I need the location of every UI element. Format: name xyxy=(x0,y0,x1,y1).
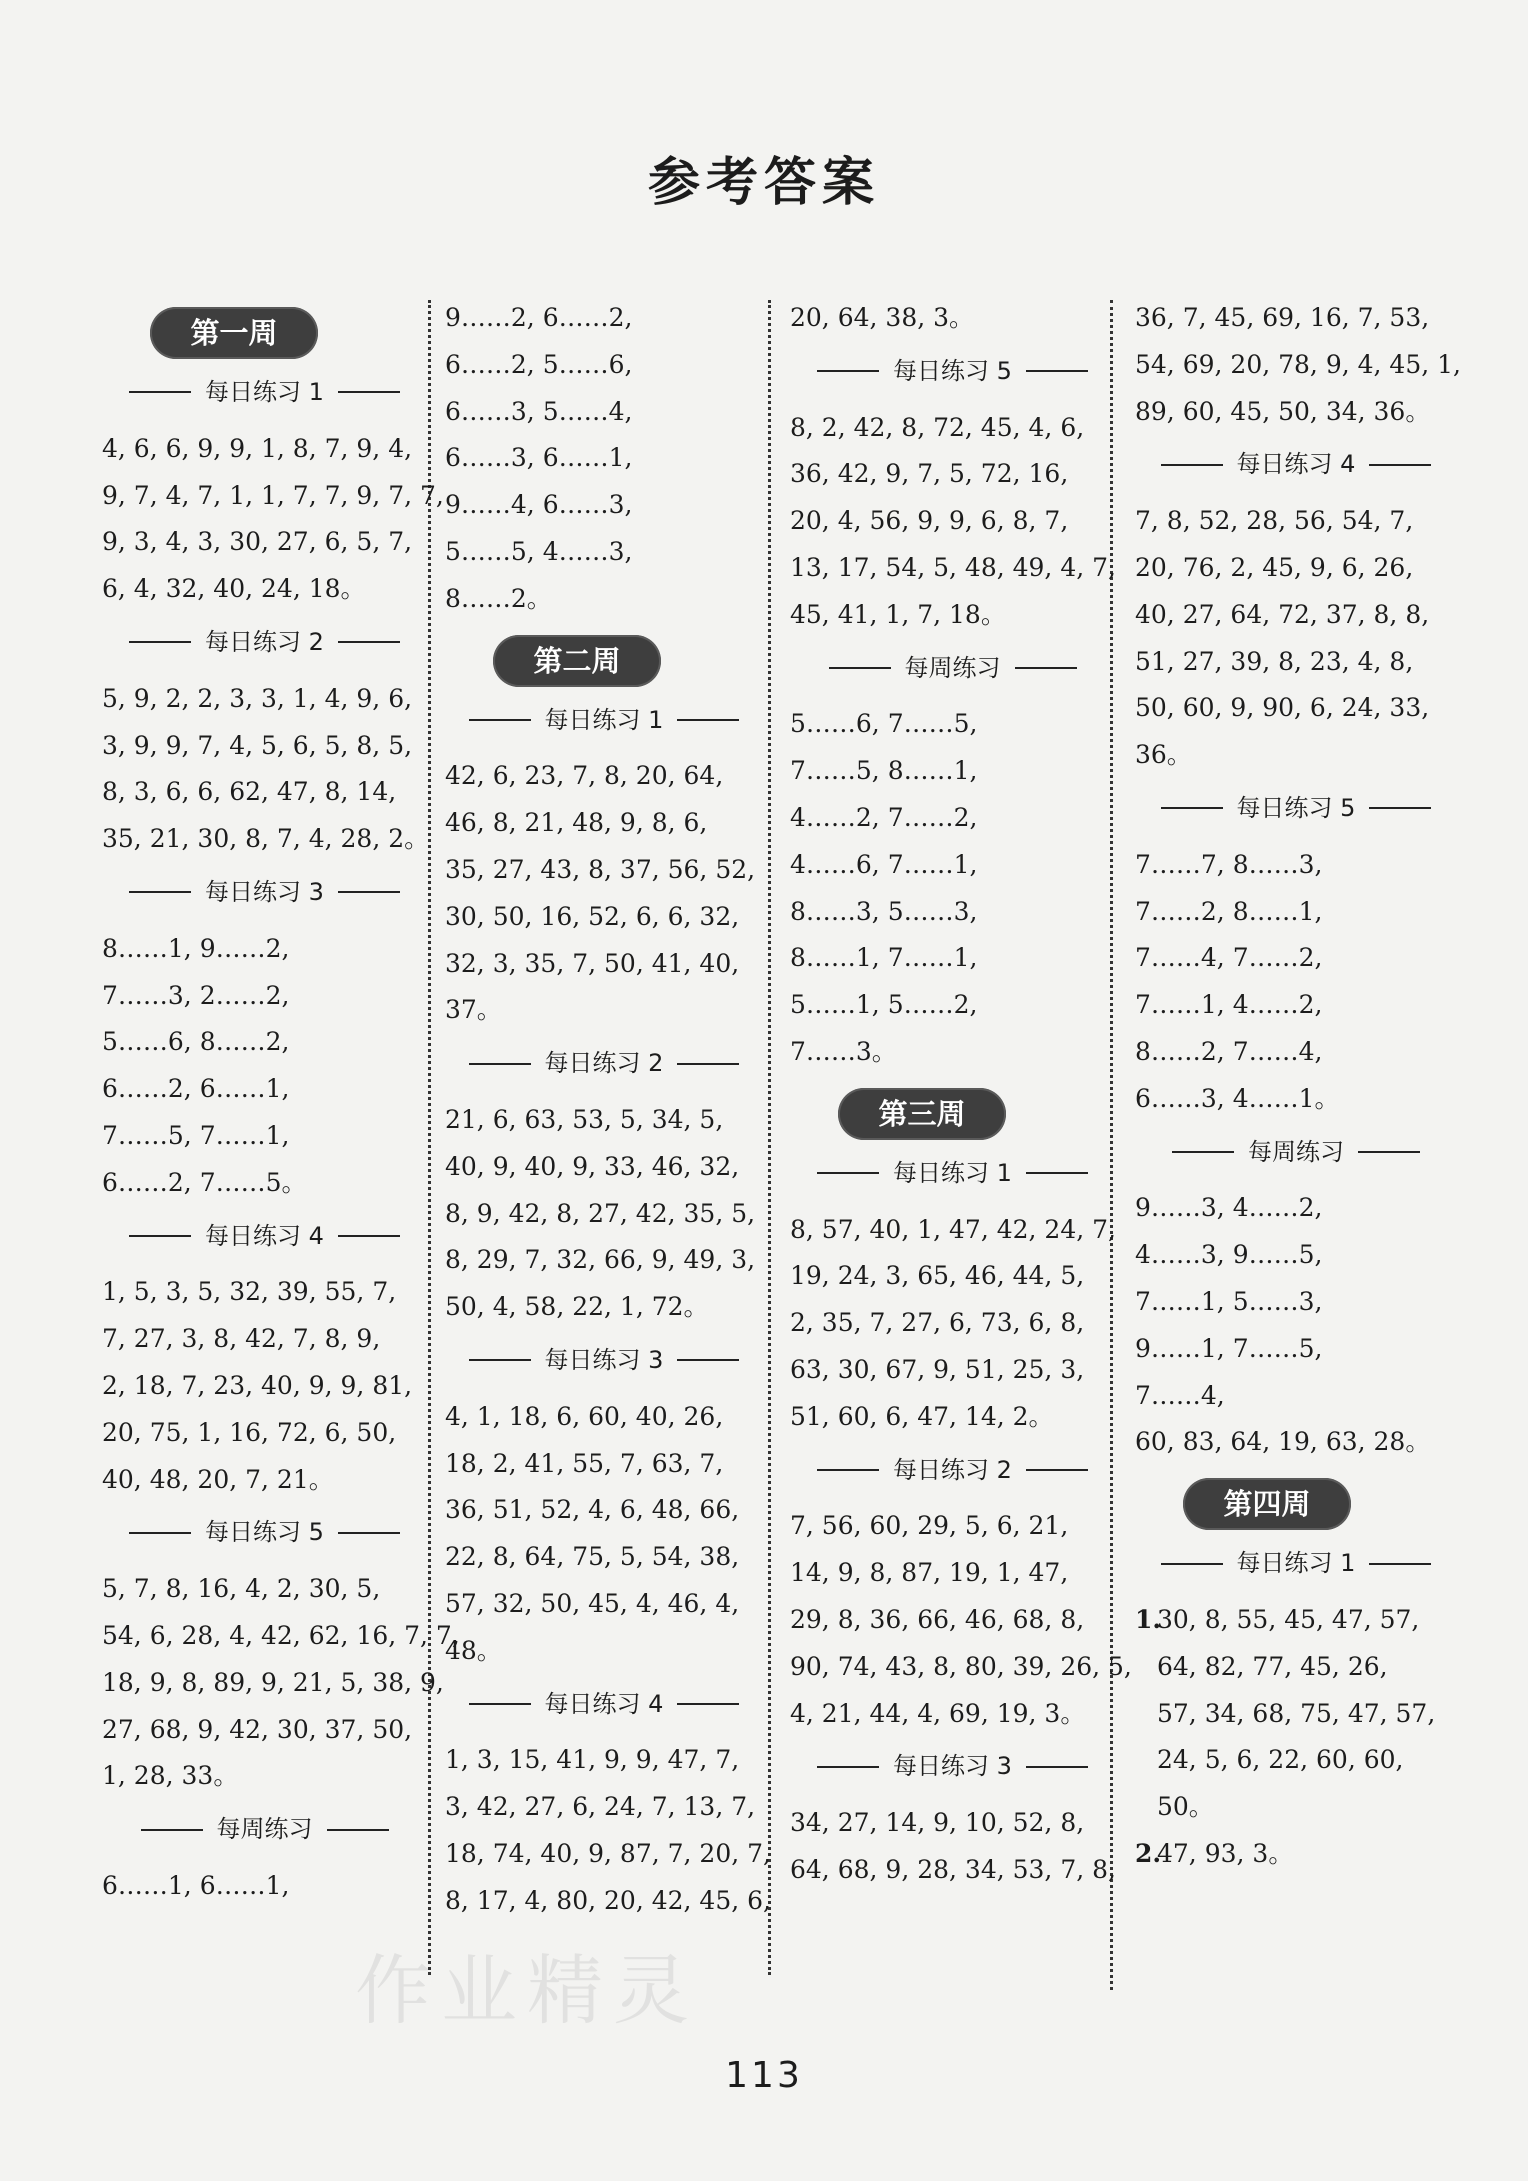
answer-block xyxy=(445,1097,763,1331)
question-2 xyxy=(1135,1831,1457,1878)
answer-line: 50, 60, 9, 90, 6, 24, 33, xyxy=(1135,693,1430,723)
section-header: 每日练习 5 xyxy=(790,348,1115,395)
answer-line: 19, 24, 3, 65, 46, 44, 5, xyxy=(790,1261,1085,1291)
answer-line: 8, 3, 6, 6, 62, 47, 8, 14, xyxy=(102,777,397,807)
answer-line: 21, 6, 63, 53, 5, 34, 5, xyxy=(445,1104,724,1134)
answer-line: 2, 18, 7, 23, 40, 9, 9, 81, xyxy=(102,1370,413,1400)
answer-block xyxy=(790,1503,1132,1737)
answer-line: 7……1, 4……2, xyxy=(1135,990,1323,1020)
answer-line: 7……3, 2……2, xyxy=(102,980,290,1010)
answer-line: 8, 2, 42, 8, 72, 45, 4, 6, xyxy=(790,412,1085,442)
answer-line: 5……6, 8……2, xyxy=(102,1027,290,1057)
answer-line: 1, 28, 33。 xyxy=(102,1761,239,1791)
answer-block xyxy=(1135,498,1457,779)
page-number: 113 xyxy=(725,2055,803,2096)
answer-line: 6……2, 5……6, xyxy=(445,349,633,379)
answer-line: 8……3, 5……3, xyxy=(790,896,978,926)
answer-line: 5, 9, 2, 2, 3, 3, 1, 4, 9, 6, xyxy=(102,683,413,713)
answer-line: 7, 27, 3, 8, 42, 7, 8, 9, xyxy=(102,1324,381,1354)
answer-line: 50, 4, 58, 22, 1, 72。 xyxy=(445,1292,709,1322)
answer-line: 4, 1, 18, 6, 60, 40, 26, xyxy=(445,1401,724,1431)
section-header: 每日练习 1 xyxy=(790,1150,1115,1197)
answer-block xyxy=(102,1269,427,1503)
section-header: 每周练习 xyxy=(790,645,1115,692)
section-header: 每日练习 2 xyxy=(445,1040,763,1087)
question-1 xyxy=(1135,1597,1457,1831)
answer-line: 8, 9, 42, 8, 27, 42, 35, 5, xyxy=(445,1198,756,1228)
answer-line: 47, 93, 3。 xyxy=(1157,1838,1294,1868)
answer-line: 37。 xyxy=(445,995,502,1025)
column-divider xyxy=(428,300,431,1975)
answer-line: 54, 6, 28, 4, 42, 62, 16, 7, 7, xyxy=(102,1620,460,1650)
section-header: 每周练习 xyxy=(102,1806,427,1853)
answer-line: 6……3, 5……4, xyxy=(445,396,633,426)
answer-line: 36, 7, 45, 69, 16, 7, 53, xyxy=(1135,303,1430,332)
answer-line: 4……2, 7……2, xyxy=(790,802,978,832)
answer-line: 8, 57, 40, 1, 47, 42, 24, 7, xyxy=(790,1214,1116,1244)
answer-line: 5……6, 7……5, xyxy=(790,709,978,739)
week-badge-3: 第三周 xyxy=(838,1088,1006,1140)
section-header: 每日练习 3 xyxy=(445,1337,763,1384)
answer-block xyxy=(1135,295,1461,435)
answer-block xyxy=(1135,1185,1457,1466)
answer-line: 63, 30, 67, 9, 51, 25, 3, xyxy=(790,1354,1085,1384)
answer-line: 20, 4, 56, 9, 9, 6, 8, 7, xyxy=(790,506,1069,536)
section-header: 每日练习 3 xyxy=(102,869,427,916)
answer-line: 48。 xyxy=(445,1635,502,1665)
question-number: 1. xyxy=(1135,1604,1162,1634)
section-header: 每日练习 5 xyxy=(1135,785,1457,832)
answer-line: 35, 21, 30, 8, 7, 4, 28, 2。 xyxy=(102,824,430,854)
answer-line: 9, 7, 4, 7, 1, 1, 7, 7, 9, 7, 7, xyxy=(102,480,444,510)
answer-block xyxy=(445,1737,771,1924)
answer-block xyxy=(102,676,430,863)
page-title: 参考答案 xyxy=(647,153,880,213)
answer-line: 29, 8, 36, 66, 46, 68, 8, xyxy=(790,1604,1085,1634)
answer-line: 30, 50, 16, 52, 6, 6, 32, xyxy=(445,901,740,931)
section-header: 每日练习 4 xyxy=(445,1681,763,1728)
answer-line: 27, 68, 9, 42, 30, 37, 50, xyxy=(102,1714,413,1744)
answer-line: 8, 29, 7, 32, 66, 9, 49, 3, xyxy=(445,1245,756,1275)
week-badge-2: 第二周 xyxy=(493,635,661,687)
answer-line: 20, 75, 1, 16, 72, 6, 50, xyxy=(102,1417,397,1447)
answer-column-4 xyxy=(1135,295,1461,1878)
section-header: 每日练习 4 xyxy=(102,1213,427,1260)
answer-line: 4, 21, 44, 4, 69, 19, 3。 xyxy=(790,1698,1086,1728)
section-header: 每日练习 4 xyxy=(1135,441,1457,488)
answer-line: 24, 5, 6, 22, 60, 60, xyxy=(1157,1745,1404,1775)
answer-line: 6……1, 6……1, xyxy=(102,1870,290,1900)
answer-line: 7……5, 7……1, xyxy=(102,1120,290,1150)
watermark: 作业精灵 xyxy=(355,1946,699,2035)
answer-block xyxy=(445,295,763,623)
answer-line: 4……3, 9……5, xyxy=(1135,1240,1323,1270)
answer-line: 1, 3, 15, 41, 9, 9, 47, 7, xyxy=(445,1745,740,1775)
answer-line: 6……2, 7……5。 xyxy=(102,1167,307,1197)
answer-line: 1, 5, 3, 5, 32, 39, 55, 7, xyxy=(102,1277,397,1307)
answer-column-1 xyxy=(102,295,460,1910)
answer-line: 8……1, 9……2, xyxy=(102,933,290,963)
answer-block xyxy=(445,1394,763,1675)
answer-line: 50。 xyxy=(1157,1792,1214,1822)
answer-column-2 xyxy=(445,295,771,1925)
answer-line: 7……7, 8……3, xyxy=(1135,849,1323,879)
section-header: 每周练习 xyxy=(1135,1129,1457,1176)
answer-line: 32, 3, 35, 7, 50, 41, 40, xyxy=(445,948,740,978)
answer-line: 9……4, 6……3, xyxy=(445,490,633,520)
answer-line: 6……3, 4……1。 xyxy=(1135,1083,1340,1113)
answer-block xyxy=(790,295,1115,342)
answer-line: 42, 6, 23, 7, 8, 20, 64, xyxy=(445,761,724,791)
section-header: 每日练习 3 xyxy=(790,1743,1115,1790)
answer-line: 5, 7, 8, 16, 4, 2, 30, 5, xyxy=(102,1574,381,1604)
answer-line: 9……1, 7……5, xyxy=(1135,1333,1323,1363)
answer-line: 90, 74, 43, 8, 80, 39, 26, 5, xyxy=(790,1651,1132,1681)
answer-line: 6, 4, 32, 40, 24, 18。 xyxy=(102,574,366,604)
answer-line: 7……4, 7……2, xyxy=(1135,943,1323,973)
answer-line: 18, 9, 8, 89, 9, 21, 5, 38, 9, xyxy=(102,1667,444,1697)
answer-line: 3, 42, 27, 6, 24, 7, 13, 7, xyxy=(445,1792,756,1822)
answer-line: 4……6, 7……1, xyxy=(790,849,978,879)
answer-line: 20, 76, 2, 45, 9, 6, 26, xyxy=(1135,552,1414,582)
section-header: 每日练习 5 xyxy=(102,1509,427,1556)
answer-line: 7……3。 xyxy=(790,1036,897,1066)
answer-line: 8……2。 xyxy=(445,583,552,613)
answer-line: 64, 68, 9, 28, 34, 53, 7, 8, xyxy=(790,1854,1116,1884)
answer-line: 46, 8, 21, 48, 9, 8, 6, xyxy=(445,808,708,838)
week-badge-4: 第四周 xyxy=(1183,1478,1351,1530)
answer-line: 7, 56, 60, 29, 5, 6, 21, xyxy=(790,1511,1069,1541)
answer-line: 7……2, 8……1, xyxy=(1135,896,1323,926)
answer-line: 3, 9, 9, 7, 4, 5, 6, 5, 8, 5, xyxy=(102,730,413,760)
answer-block xyxy=(102,926,427,1207)
answer-line: 34, 27, 14, 9, 10, 52, 8, xyxy=(790,1808,1085,1838)
answer-line: 2, 35, 7, 27, 6, 73, 6, 8, xyxy=(790,1308,1085,1338)
section-header: 每日练习 1 xyxy=(445,697,763,744)
answer-line: 5……5, 4……3, xyxy=(445,536,633,566)
answer-line: 40, 27, 64, 72, 37, 8, 8, xyxy=(1135,599,1430,629)
answer-line: 8, 17, 4, 80, 20, 42, 45, 6, xyxy=(445,1885,771,1915)
answer-line: 57, 34, 68, 75, 47, 57, xyxy=(1157,1698,1436,1728)
answer-line: 6……2, 6……1, xyxy=(102,1074,290,1104)
answer-line: 45, 41, 1, 7, 18。 xyxy=(790,599,1006,629)
answer-line: 40, 9, 40, 9, 33, 46, 32, xyxy=(445,1151,740,1181)
answer-line: 7, 8, 52, 28, 56, 54, 7, xyxy=(1135,506,1414,536)
answer-line: 89, 60, 45, 50, 34, 36。 xyxy=(1135,396,1431,426)
answer-line: 51, 60, 6, 47, 14, 2。 xyxy=(790,1401,1054,1431)
answer-block xyxy=(445,753,763,1034)
answer-line: 14, 9, 8, 87, 19, 1, 47, xyxy=(790,1558,1069,1588)
answer-line: 7……4, xyxy=(1135,1380,1225,1410)
answer-column-3 xyxy=(790,295,1132,1894)
answer-block xyxy=(1157,1597,1435,1831)
answer-line: 36, 42, 9, 7, 5, 72, 16, xyxy=(790,459,1069,489)
answer-line: 20, 64, 38, 3。 xyxy=(790,303,975,332)
answer-line: 22, 8, 64, 75, 5, 54, 38, xyxy=(445,1542,740,1572)
answer-line: 60, 83, 64, 19, 63, 28。 xyxy=(1135,1427,1431,1457)
answer-block xyxy=(790,1800,1115,1894)
answer-line: 4, 6, 6, 9, 9, 1, 8, 7, 9, 4, xyxy=(102,433,413,463)
answer-block xyxy=(790,1207,1115,1441)
answer-block xyxy=(790,701,1115,1075)
answer-line: 5……1, 5……2, xyxy=(790,990,978,1020)
section-header: 每日练习 1 xyxy=(102,369,427,416)
section-header: 每日练习 2 xyxy=(102,619,427,666)
answer-line: 64, 82, 77, 45, 26, xyxy=(1157,1651,1388,1681)
question-number: 2. xyxy=(1135,1838,1162,1868)
answer-block xyxy=(790,405,1115,639)
answer-block xyxy=(1135,842,1457,1123)
answer-line: 51, 27, 39, 8, 23, 4, 8, xyxy=(1135,646,1414,676)
answer-line: 9……2, 6……2, xyxy=(445,303,633,332)
answer-line: 7……1, 5……3, xyxy=(1135,1286,1323,1316)
answer-line: 18, 2, 41, 55, 7, 63, 7, xyxy=(445,1448,724,1478)
answer-line: 7……5, 8……1, xyxy=(790,756,978,786)
answer-line: 18, 74, 40, 9, 87, 7, 20, 7, xyxy=(445,1838,771,1868)
answer-line: 36。 xyxy=(1135,740,1192,770)
answer-line: 9……3, 4……2, xyxy=(1135,1193,1323,1223)
answer-line: 9, 3, 4, 3, 30, 27, 6, 5, 7, xyxy=(102,527,413,557)
answer-block xyxy=(102,426,444,613)
answer-line: 36, 51, 52, 4, 6, 48, 66, xyxy=(445,1495,740,1525)
answer-line: 6……3, 6……1, xyxy=(445,443,633,473)
section-header: 每日练习 2 xyxy=(790,1447,1115,1494)
answer-line: 13, 17, 54, 5, 48, 49, 4, 7, xyxy=(790,552,1116,582)
answer-line: 35, 27, 43, 8, 37, 56, 52, xyxy=(445,854,756,884)
answer-block xyxy=(102,1566,460,1800)
section-header: 每日练习 1 xyxy=(1135,1540,1457,1587)
answer-block xyxy=(102,1863,427,1910)
answer-line: 8……2, 7……4, xyxy=(1135,1036,1323,1066)
week-badge-1: 第一周 xyxy=(150,307,318,359)
answer-line: 8……1, 7……1, xyxy=(790,943,978,973)
answer-line: 30, 8, 55, 45, 47, 57, xyxy=(1157,1604,1420,1634)
column-divider xyxy=(768,300,771,1975)
answer-line: 40, 48, 20, 7, 21。 xyxy=(102,1464,334,1494)
answer-line: 54, 69, 20, 78, 9, 4, 45, 1, xyxy=(1135,349,1461,379)
answer-line: 57, 32, 50, 45, 4, 46, 4, xyxy=(445,1588,740,1618)
